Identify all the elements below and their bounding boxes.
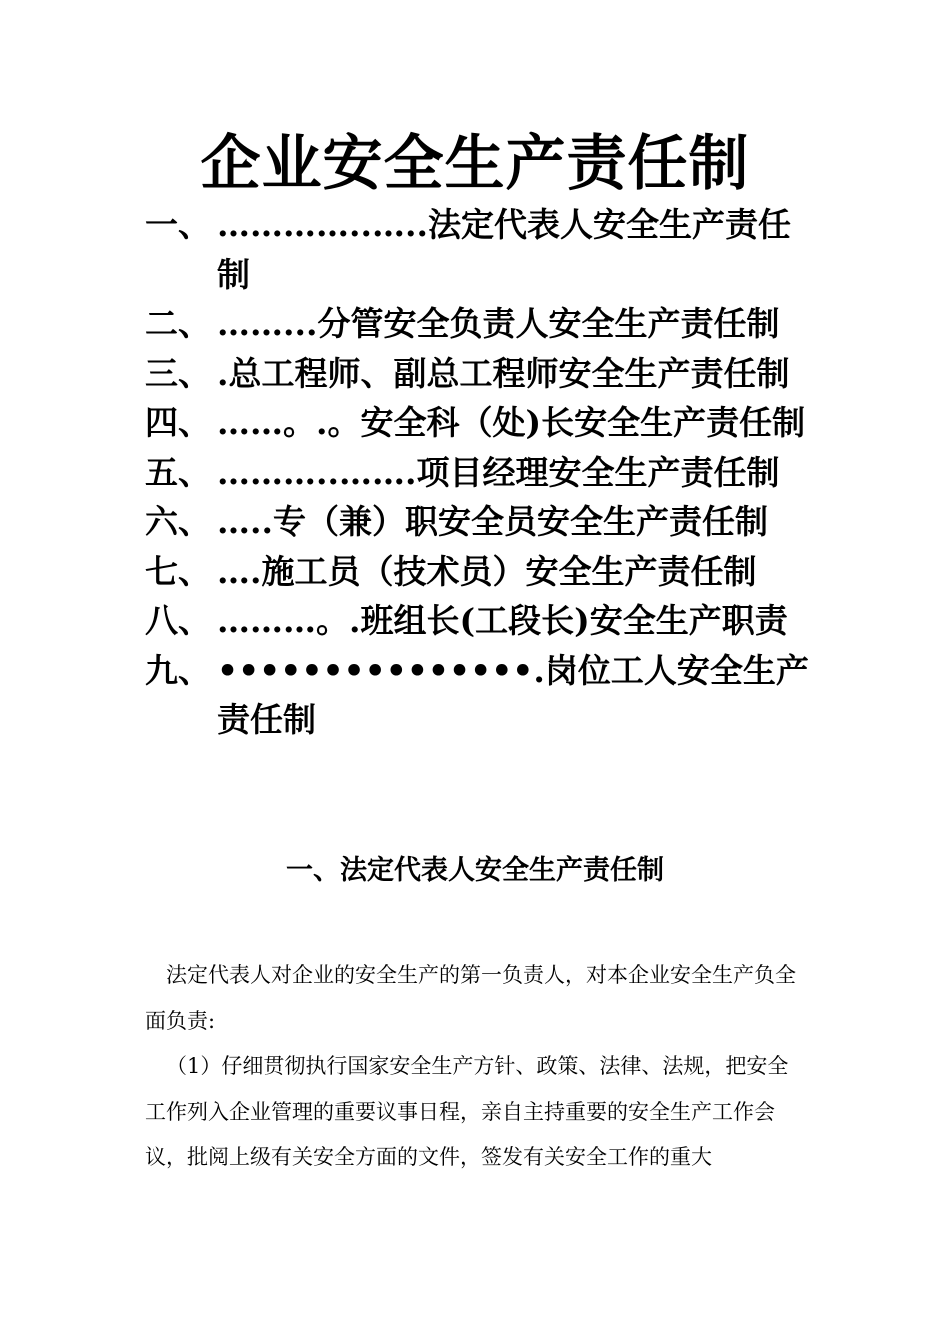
toc-item-number: 四、	[145, 403, 211, 442]
toc-item-number: 九、	[145, 650, 211, 690]
toc-item-number: 三、	[145, 353, 211, 393]
toc-item-number: 五、	[145, 452, 211, 492]
toc-item	[145, 398, 810, 448]
section-heading: 一、法定代表人安全生产责任制	[286, 855, 664, 886]
toc-item-text: •••••••••••••••.岗位工人安全生产责任制	[217, 650, 809, 739]
toc-item-text: .总工程师、副总工程师安全生产责任制	[217, 353, 790, 393]
toc-item-number: 一、	[145, 205, 211, 244]
toc-item-text: ….施工员（技术员）安全生产责任制	[217, 551, 757, 591]
toc-item	[145, 646, 810, 745]
body-paragraph: 法定代表人对企业的安全生产的第一负责人，对本企业安全生产负全面负责:	[145, 963, 796, 1033]
toc-item	[145, 547, 810, 597]
toc-item	[145, 299, 810, 349]
toc-item-number: 八、	[145, 601, 211, 640]
toc-item	[145, 497, 810, 547]
toc-item	[145, 448, 810, 498]
body-paragraph: （1）仔细贯彻执行国家安全生产方针、政策、法律、法规，把安全工作列入企业管理的重要议事日程，亲自主持重要的安全生产工作会议，批阅上级有关安全方面的文件，签发有关安全工作的重大	[145, 1054, 789, 1169]
toc-item	[145, 349, 810, 399]
toc-item-number: 二、	[145, 304, 211, 343]
toc-item-number: 六、	[145, 502, 211, 541]
toc-item-text: …..专（兼）职安全员安全生产责任制	[217, 502, 768, 541]
toc-item-text: ………..…….项目经理安全生产责任制	[217, 452, 780, 492]
toc-item-text: …………..…..法定代表人安全生产责任制	[217, 205, 791, 294]
toc-item-text: ………。.班组长(工段长)安全生产职责	[217, 601, 788, 640]
table-of-contents	[145, 200, 810, 745]
toc-item	[145, 200, 810, 299]
toc-item-text: ……。.。安全科（处)长安全生产责任制	[217, 403, 806, 442]
toc-item-text: ……...分管安全负责人安全生产责任制	[217, 304, 780, 343]
toc-item	[145, 596, 810, 646]
section-body	[145, 953, 805, 1181]
toc-item-number: 七、	[145, 551, 211, 591]
document-title: 企业安全生产责任制	[200, 129, 750, 199]
